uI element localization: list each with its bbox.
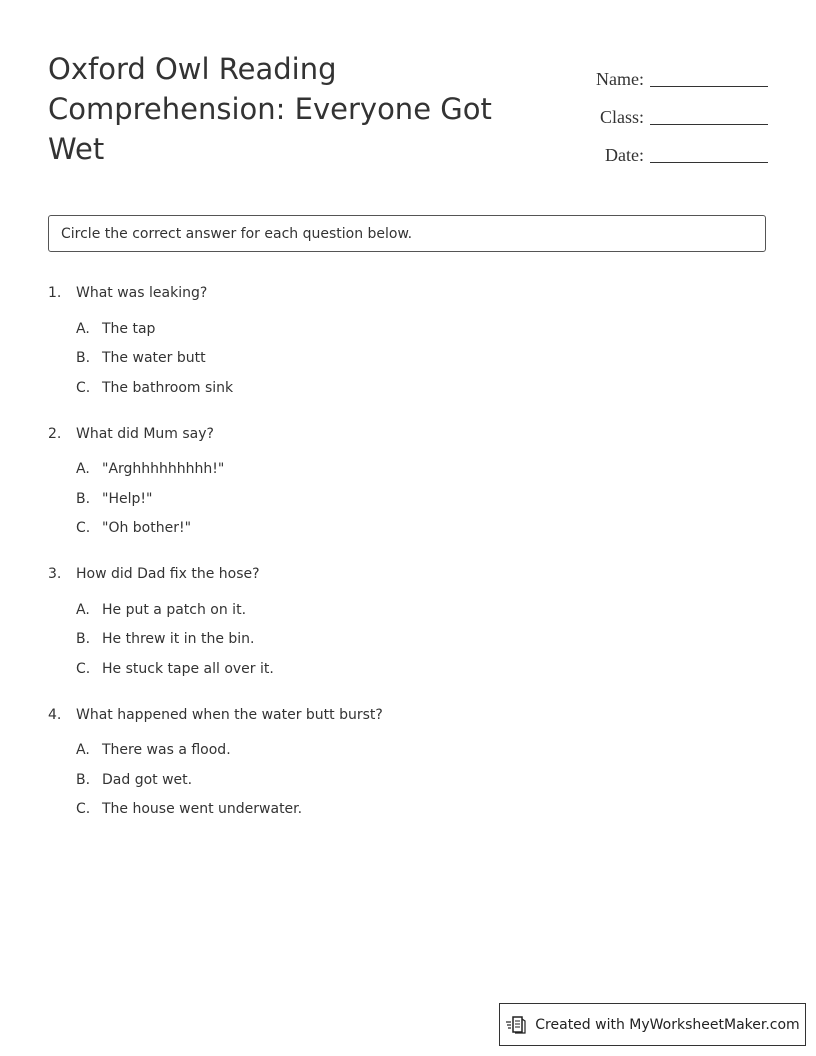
name-field xyxy=(548,52,768,90)
option-text: The house went underwater. xyxy=(102,801,303,818)
option-text: "Help!" xyxy=(102,490,153,507)
option-letter: B. xyxy=(76,350,91,367)
answer-options xyxy=(48,595,766,684)
option-text: He put a patch on it. xyxy=(102,601,247,618)
answer-options xyxy=(48,314,766,403)
question-list xyxy=(48,278,766,840)
question-number: 4. xyxy=(48,706,62,723)
option-letter: A. xyxy=(76,742,90,759)
option-letter: A. xyxy=(76,601,90,618)
question-4 xyxy=(48,700,766,825)
answer-option xyxy=(76,314,766,344)
option-letter: C. xyxy=(76,660,91,677)
question-number: 1. xyxy=(48,285,62,301)
answer-options xyxy=(48,455,766,544)
option-text: The water butt xyxy=(102,350,206,367)
option-letter: C. xyxy=(76,520,91,537)
answer-options xyxy=(48,736,766,825)
question-number: 2. xyxy=(48,425,62,442)
question-text: How did Dad fix the hose? xyxy=(76,566,260,582)
option-text: The bathroom sink xyxy=(102,379,234,396)
option-text: "Oh bother!" xyxy=(102,520,192,537)
option-letter: B. xyxy=(76,771,91,788)
answer-option xyxy=(76,625,766,655)
option-text: There was a flood. xyxy=(102,742,231,759)
answer-option xyxy=(76,455,766,485)
option-letter: C. xyxy=(76,801,91,818)
answer-option xyxy=(76,344,766,374)
instructions-text: Circle the correct answer for each question below. xyxy=(61,225,413,242)
option-text: He threw it in the bin. xyxy=(102,631,255,648)
option-text: The tap xyxy=(102,320,156,337)
date-field-line xyxy=(650,162,768,163)
question-text: What did Mum say? xyxy=(76,425,214,442)
class-field-line xyxy=(650,124,768,125)
name-field-line xyxy=(650,86,768,87)
question-1 xyxy=(48,278,766,403)
question-number: 3. xyxy=(48,566,62,582)
date-field-label: Date: xyxy=(605,145,644,165)
question-text: What happened when the water butt burst? xyxy=(76,706,383,723)
answer-option xyxy=(76,765,766,795)
name-field-label: Name: xyxy=(596,69,644,89)
answer-option xyxy=(76,795,766,825)
question-text: What was leaking? xyxy=(76,285,208,301)
answer-option xyxy=(76,514,766,544)
instructions-box xyxy=(48,215,766,252)
answer-option xyxy=(76,373,766,403)
option-letter: A. xyxy=(76,320,90,337)
class-field xyxy=(548,90,768,128)
answer-option xyxy=(76,736,766,766)
worksheet-maker-logo-icon xyxy=(505,1015,527,1035)
class-field-label: Class: xyxy=(599,107,644,127)
question-3 xyxy=(48,559,766,684)
date-field xyxy=(548,128,768,166)
answer-option xyxy=(76,595,766,625)
question-2 xyxy=(48,419,766,544)
option-letter: C. xyxy=(76,379,91,396)
footer-credit xyxy=(499,1003,806,1046)
option-text: He stuck tape all over it. xyxy=(102,660,274,677)
answer-option xyxy=(76,484,766,514)
option-text: "Arghhhhhhhhh!" xyxy=(102,461,225,478)
option-letter: B. xyxy=(76,490,91,507)
option-letter: A. xyxy=(76,461,90,478)
worksheet-title: Oxford Owl Reading Comprehension: Everyone Got Wet xyxy=(48,52,492,166)
option-text: Dad got wet. xyxy=(102,771,193,788)
student-info-fields xyxy=(548,52,768,166)
footer-text: Created with MyWorksheetMaker.com xyxy=(535,1016,800,1033)
option-letter: B. xyxy=(76,631,91,648)
answer-option xyxy=(76,654,766,684)
